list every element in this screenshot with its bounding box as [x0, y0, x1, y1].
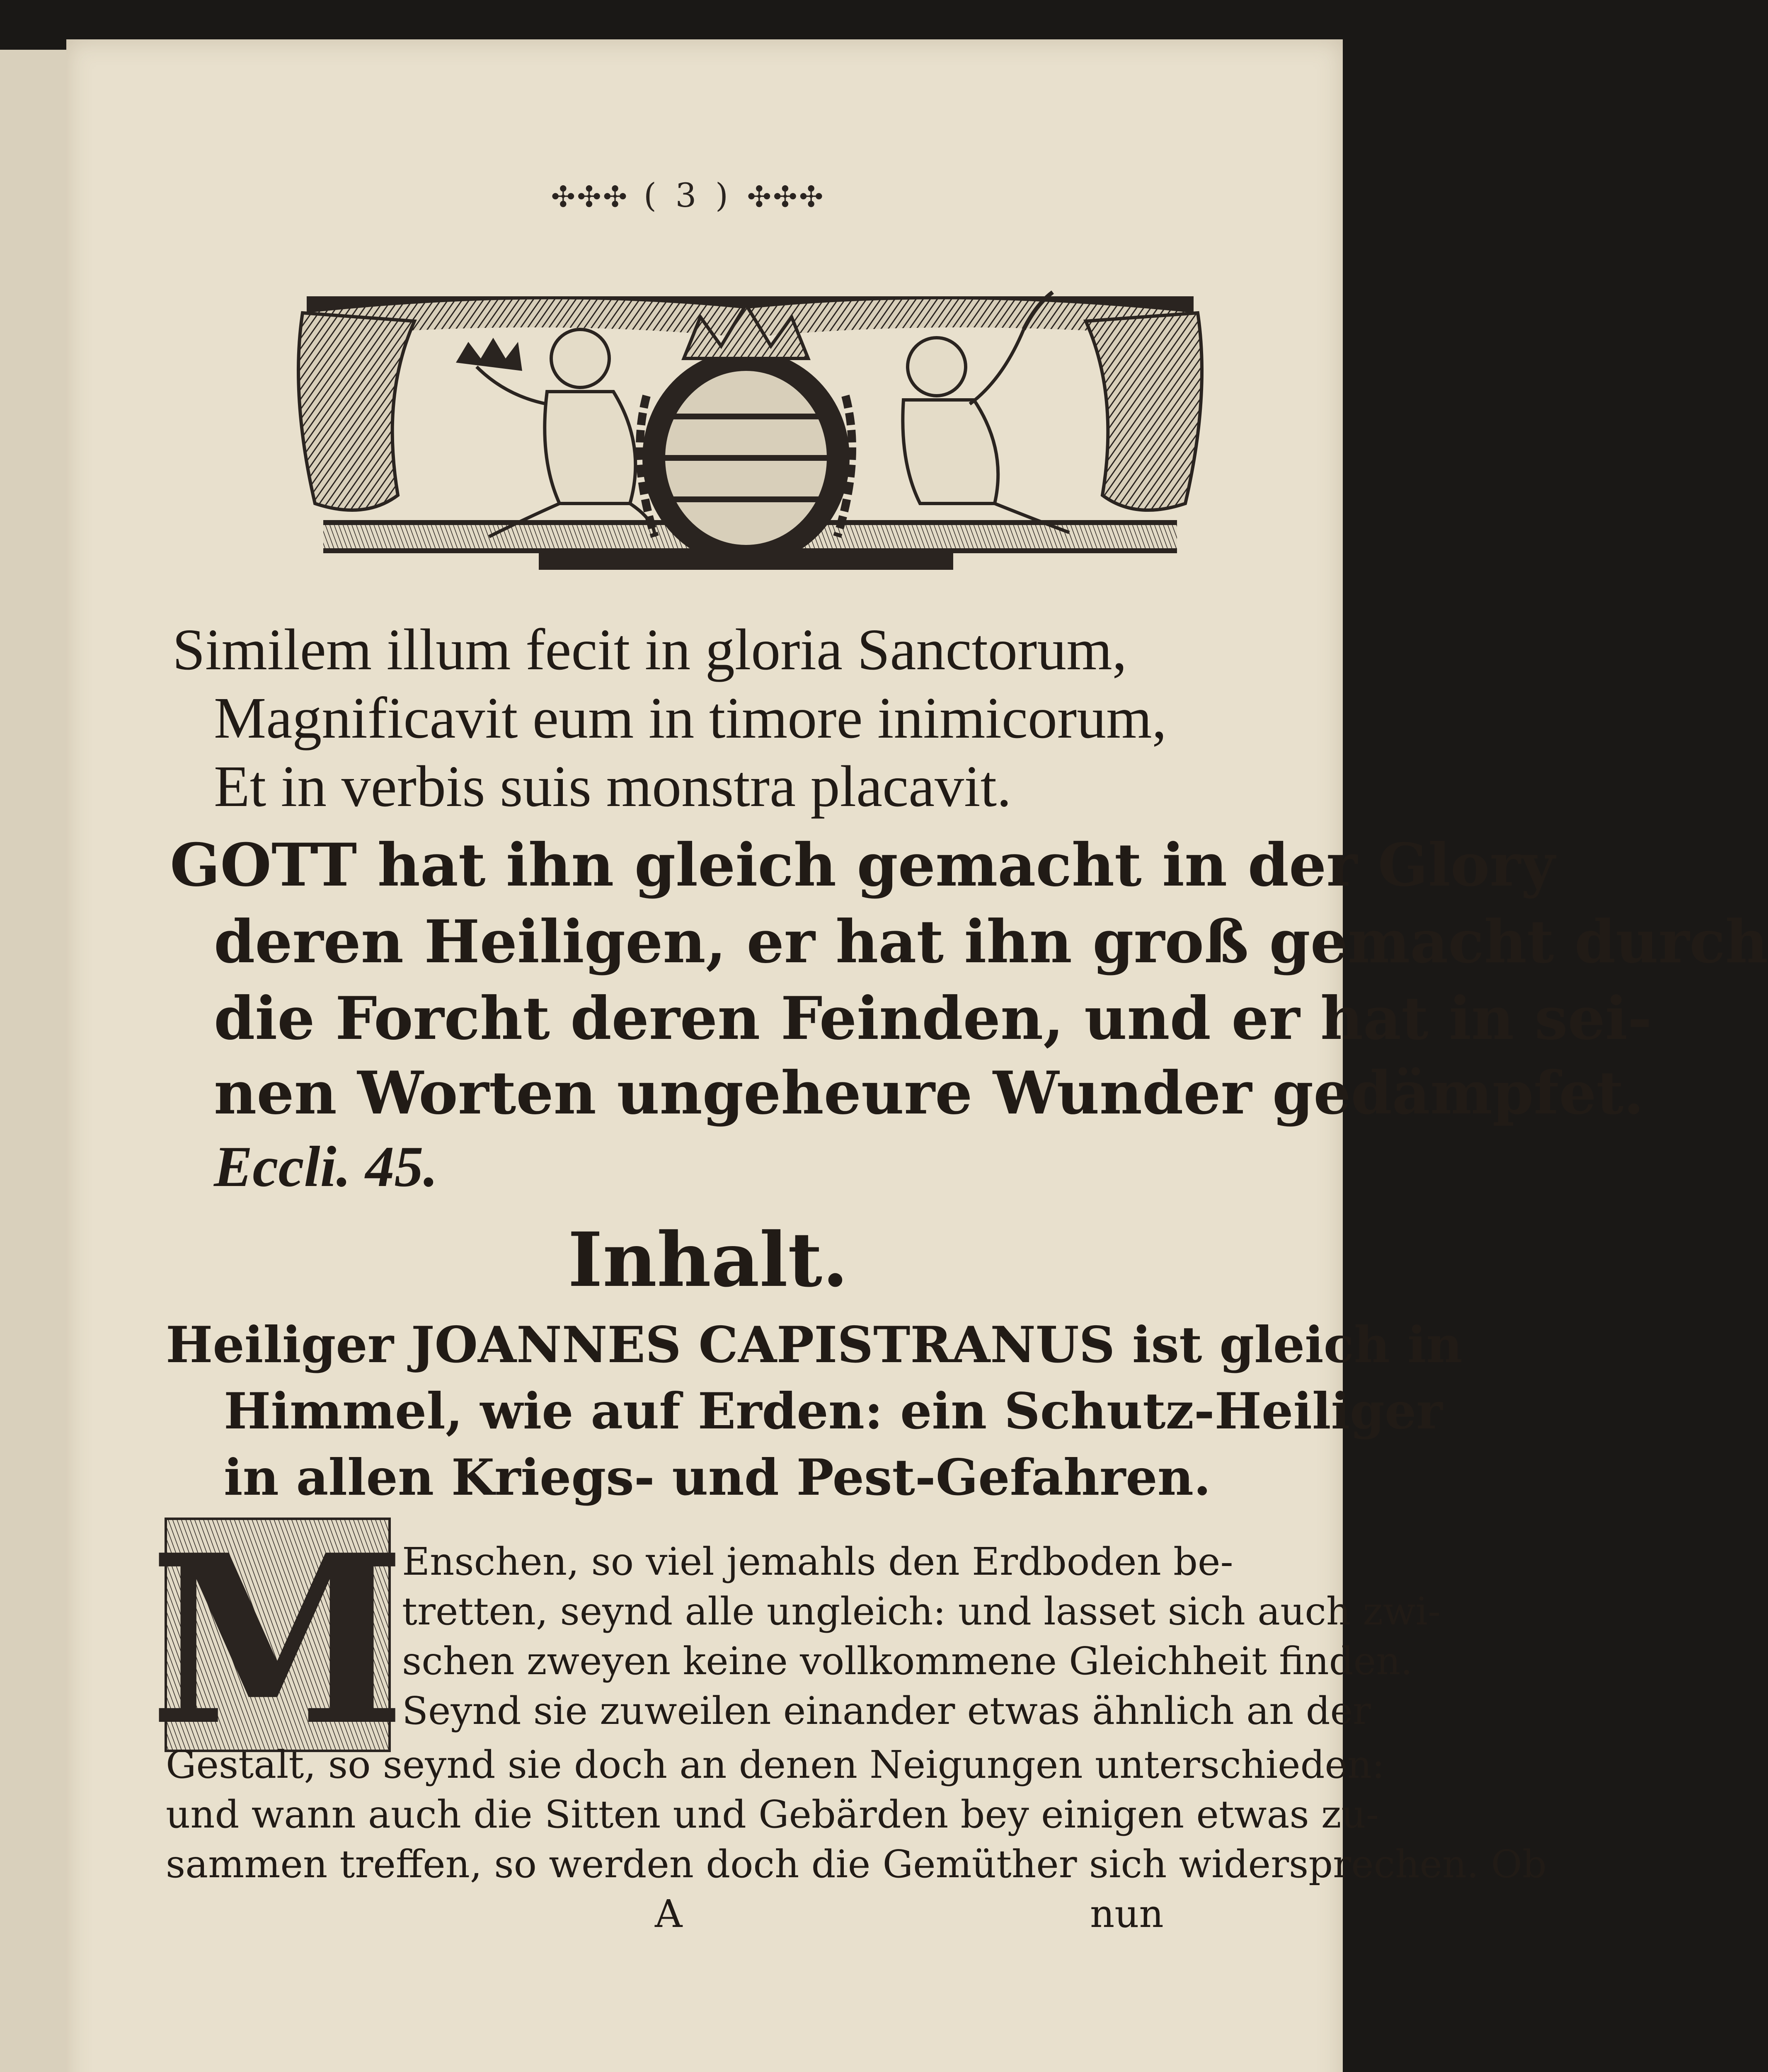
summary-line-3: in allen Kriegs- und Pest-Gefahren.: [224, 1448, 1211, 1507]
body-line-7: sammen treffen, so werden doch die Gemüther sich widersprechen. Ob: [166, 1842, 1547, 1886]
section-heading: Inhalt.: [568, 1216, 848, 1304]
page-header: [501, 176, 874, 215]
body-line-6: und wann auch die Sitten und Gebärden bey einigen etwas zu-: [166, 1792, 1379, 1837]
german-line-1: GOTT hat ihn gleich gemacht in der Glory: [170, 831, 1555, 900]
german-line-2: deren Heiligen, er hat ihn groß gemacht durch: [214, 908, 1768, 976]
latin-line-2: Magnificavit eum in timore inimicorum,: [214, 685, 1167, 750]
woodcut-vignette: [290, 271, 1210, 603]
signature-mark: A: [655, 1892, 683, 1936]
body-line-1: Enschen, so viel jemahls den Erdboden be-: [402, 1539, 1233, 1584]
page-number: ( 3 ): [643, 176, 733, 215]
ornament-right: ✣✣✣: [747, 180, 825, 214]
summary-line-2: Himmel, wie auf Erden: ein Schutz-Heiliger: [224, 1382, 1443, 1440]
facing-page-edge: [0, 50, 70, 2072]
book-page: [66, 39, 1768, 2072]
body-line-3: schen zweyen keine vollkommene Gleichheit finden.: [402, 1639, 1413, 1683]
body-line-5: Gestalt, so seynd sie doch an denen Neigungen unterschieden:: [166, 1743, 1385, 1787]
catchword: nun: [1090, 1892, 1164, 1936]
latin-line-1: Similem illum fecit in gloria Sanctorum,: [172, 617, 1127, 682]
body-line-2: tretten, seynd alle ungleich: und lasset sich auch zwi-: [402, 1589, 1441, 1634]
bible-reference: Eccli. 45.: [214, 1135, 438, 1199]
summary-line-1: Heiliger JOANNES CAPISTRANUS ist gleich in: [166, 1316, 1463, 1374]
ornament-left: ✣✣✣: [551, 180, 629, 214]
decorated-initial: [149, 1504, 406, 1777]
latin-line-3: Et in verbis suis monstra placavit.: [214, 753, 1012, 819]
body-line-4: Seynd sie zuweilen einander etwas ähnlich an der: [402, 1689, 1371, 1733]
german-line-3: die Forcht deren Feinden, und er hat in sei-: [214, 984, 1652, 1053]
initial-letter: M: [149, 1504, 406, 1777]
german-line-4: nen Worten ungeheure Wunder gedämpfet.: [214, 1059, 1644, 1128]
